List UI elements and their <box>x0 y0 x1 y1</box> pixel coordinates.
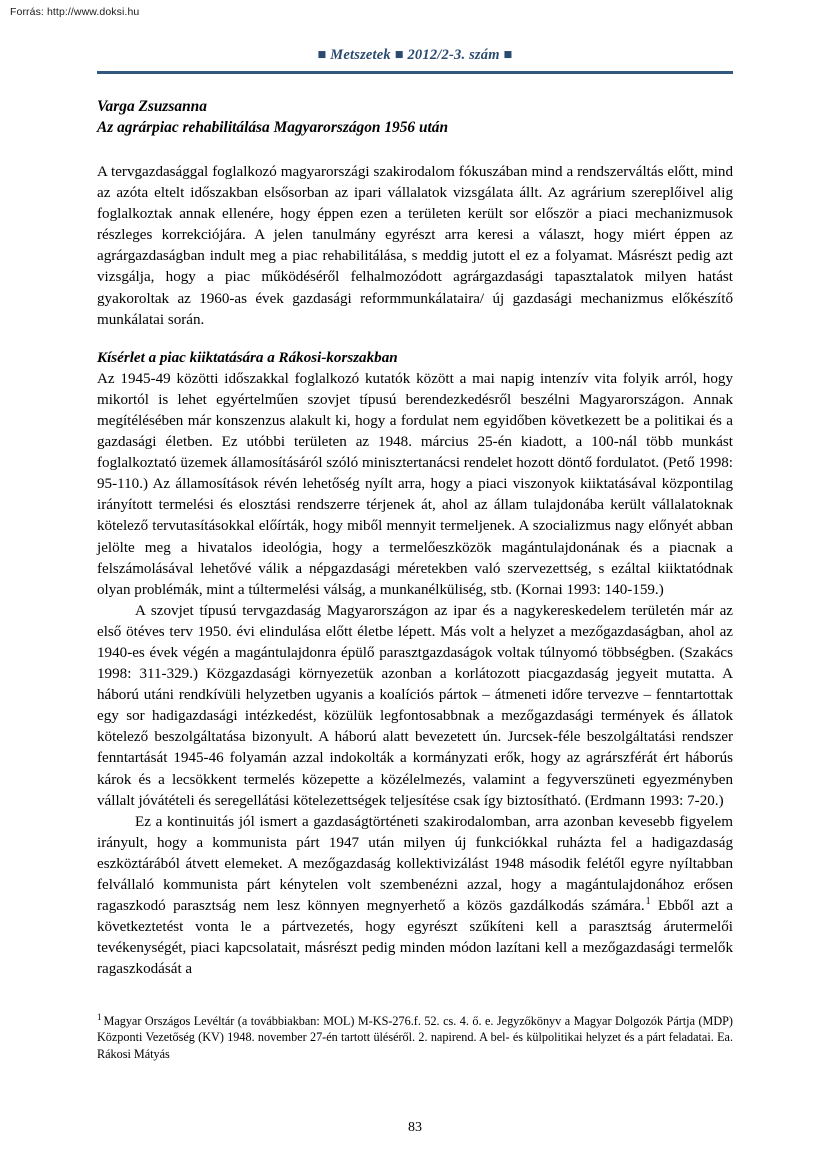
section-heading: Kísérlet a piac kiiktatására a Rákosi-korszakban <box>97 349 398 366</box>
section-paragraph-3 <box>97 812 733 981</box>
page-number <box>97 1120 733 1136</box>
source-url-label: Forrás: http://www.doksi.hu <box>10 6 140 18</box>
source-watermark-strip <box>0 0 827 24</box>
section-paragraph-3-text-before-note: Ez a kontinuitás jól ismert a gazdaságtörténeti szakirodalomban, arra azonban kevesebb figyelem irányult, hogy a kommunista párt 1947 után milyen új funkciókkal ruházta fel a hadigazdaság eszköztárából átvett elemeket. A mezőgazdaság kollektivizálást 1948 második felétől egyre nyíltabban felvállaló kommunista párt kénytelen volt szembenézni azzal, hogy a magántulajdonához erősen ragaszkodó parasztság nem lesz könnyen megnyerhető a közös gazdálkodás számára. <box>97 813 733 915</box>
section-paragraph-3-text-after-note: Ebből azt a következtetést vonta le a pártvezetés, hogy egyrészt szűkíteni kell a parasztság árutermelői tevékenységét, piaci kapcsolatait, másrészt pedig minden módon lazítani kell a mezőgazdasági termelők ragaszkodását a <box>97 898 733 978</box>
section-paragraph-2: A szovjet típusú tervgazdaság Magyarországon az ipar és a nagykereskedelem területén már az első ötéves terv 1950. évi elindulása előtt életbe lépett. Más volt a helyzet a mezőgazdaságban, ahol az 1940-es évek végén a magántulajdonra épülő parasztgazdaságok voltak túlnyomó többségben. (Szakács 1998: 311-329.) Közgazdasági környezetük azonban a korlátozott piacgazdaság jegyeit mutatta. A háború utáni rendkívüli helyzetben ugyanis a koalíciós pártok – átmeneti időre tervezve – fenntartottak egy sor hadigazdasági intézkedést, közülük legfontosabbnak a mezőgazdasági termények és állatok kötelező beszolgáltatása bizonyult. A háború alatt bevezetett ún. Jurcsek-féle beszolgáltatási rendszer fenntartását 1945-46 folyamán azzal indokolták a kormányzati erők, hogy az agrárszférát ért háborús károk és a lecsökkent termelés közepette a közélelmezés, valamint a fegyverszüneti egyezményben vállalt jóvátételi és seregellátási kötelezettségek teljesítése csak így biztosítható. (Erdmann 1993: 7-20.) <box>97 602 733 809</box>
author-name: Varga Zsuzsanna <box>97 98 207 115</box>
footnote-reference-1[interactable]: 1 <box>645 896 651 908</box>
article-body <box>97 96 733 980</box>
abstract-paragraph: A tervgazdasággal foglalkozó magyarországi szakirodalom fókuszában mind a rendszerváltás előtt, mind az azóta eltelt időszakban elsősorban az ipari vállalatok vizsgálata állt. Az agrárium szereplőivel alig foglalkoztak annak ellenére, hogy éppen ezen a területen került sor először a piaci mechanizmusok részleges korrekciójára. A jelen tanulmány egyrészt arra keresi a választ, hogy miért éppen az agrárgazdaságban indult meg a piac rehabilitálása, s meddig jutott el ez a folyamat. Másrészt pedig azt vizsgálja, hogy a piac működéséről felhalmozódott agrárgazdasági tapasztalatok milyen hatást gyakoroltak az 1960-as évek gazdasági reformmunkálataira/ új gazdasági mechanizmus előkészítő munkálatai során. <box>97 164 733 328</box>
section-paragraph-1: Az 1945-49 közötti időszakkal foglalkozó kutatók között a mai napig intenzív vita folyik arról, hogy mikortól is lehet egyértelműen szovjet típusú berendezkedésről beszélni Magyarországon. Annak megítélésében már konszenzus alakult ki, hogy a fordulat nem egyidőben következett be a politikai és a gazdasági életben. Ez utóbbi területen az 1948. március 25-én kiadott, a 100-nál több munkást foglalkoztató üzemek államosításáról szóló minisztertanácsi rendelet hozott döntő fordulatot. (Pető 1998: 95-110.) Az államosítások révén lehetőség nyílt arra, hogy a piaci viszonyok kiiktatásával központilag irányított termelési és elosztási rendszerre térjenek át, ahol az állam tulajdonába került vállalatoknak kötelező tervutasításokkal előírták, hogy miből mennyit termeljenek. A szocializmus nagy előnyét abban jelölte meg a hivatalos ideológia, hogy a termelőeszközök magántulajdonának és a piacnak a felszámolásával lehetővé válik a népgazdasági méretekben való szervezettség, s ezáltal kiiktatódnak olyan problémák, mint a túltermelési válság, a munkanélküliség, stb. (Kornai 1993: 140-159.) <box>97 370 733 598</box>
page-title: Az agrárpiac rehabilitálása Magyarországon 1956 után <box>97 119 449 136</box>
footnote-item <box>97 1013 733 1062</box>
page-number-value: 83 <box>408 1120 422 1135</box>
footnote-marker: 1 <box>97 1011 102 1022</box>
running-head-rule <box>97 71 733 74</box>
footnotes-area <box>97 1013 733 1062</box>
running-head-text: ■ Metszetek ■ 2012/2-3. szám ■ <box>317 47 513 63</box>
footnote-text: Magyar Országos Levéltár (a továbbiakban: MOL) M-KS-276.f. 52. cs. 4. ő. e. Jegyzőkönyv a Magyar Dolgozók Pártja (MDP) Központi Vezetőség (KV) 1948. november 27-én tartott üléséről. 2. napirend. A bel- és külpolitikai helyzet és a párt feladatai. Ea. Rákosi Mátyás <box>97 1014 733 1061</box>
running-head <box>97 46 733 64</box>
